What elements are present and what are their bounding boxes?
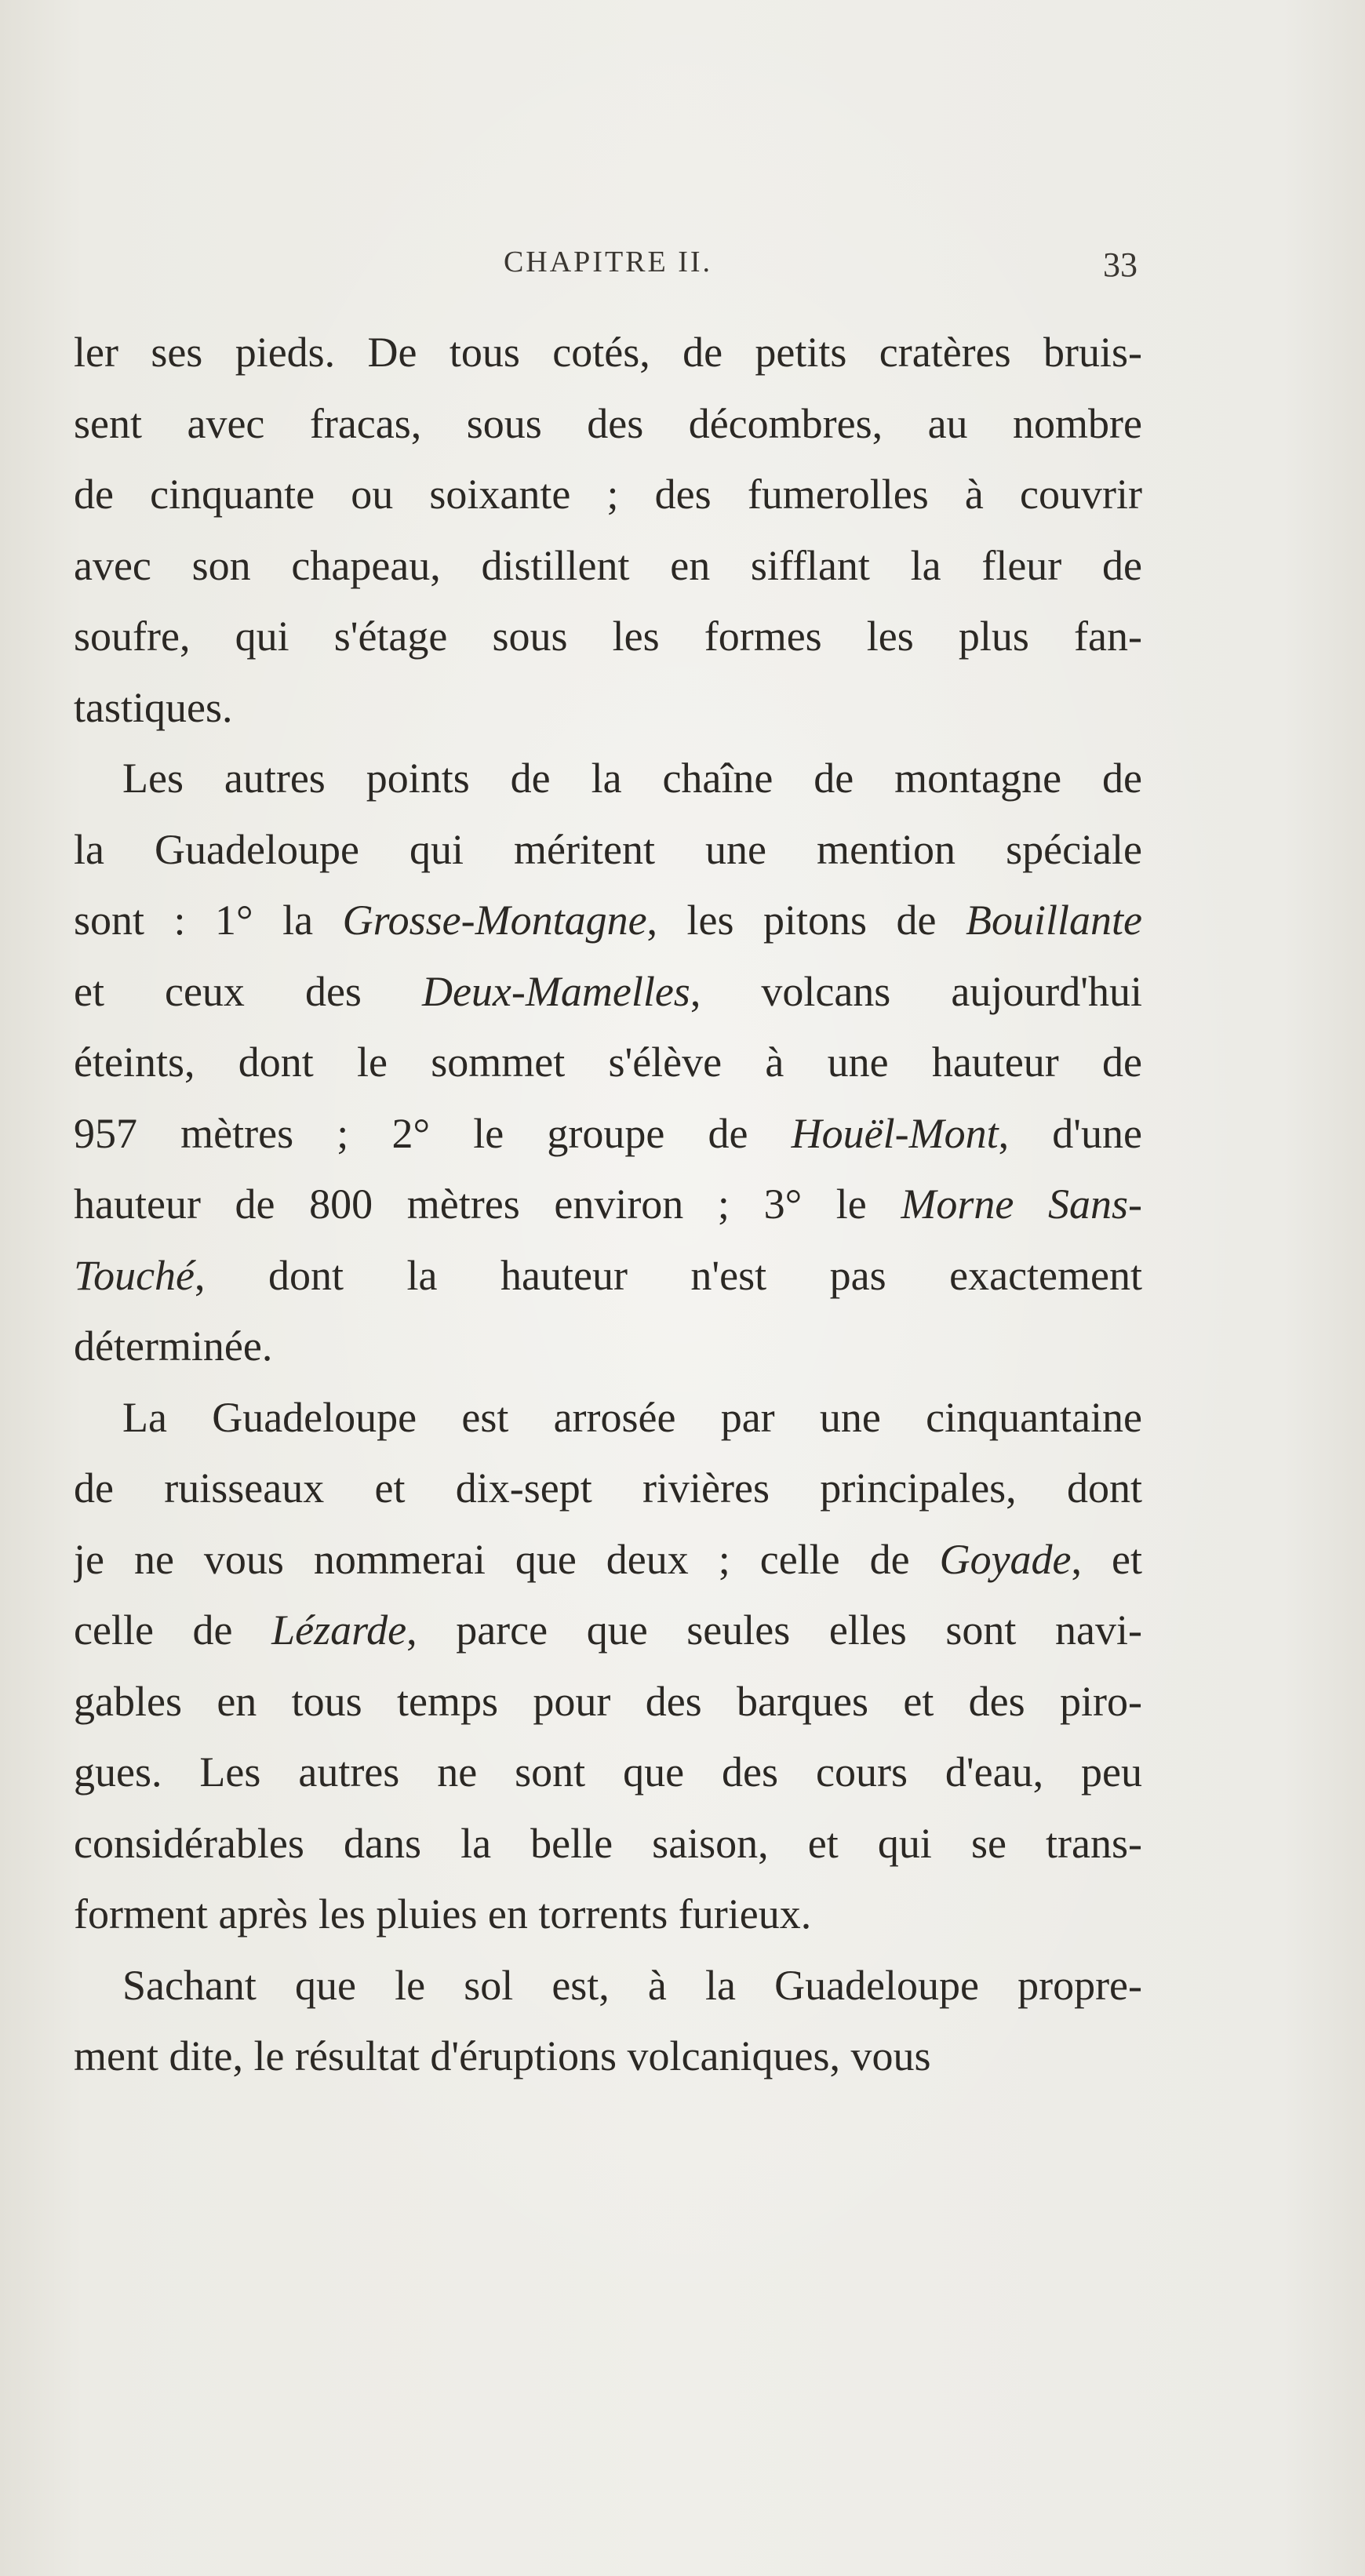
text-line xyxy=(74,1879,1142,1950)
text-segment: , volcans aujourd'hui xyxy=(690,967,1142,1015)
text-line xyxy=(74,1666,1142,1737)
text-segment: , et xyxy=(1071,1535,1142,1583)
running-head: CHAPITRE II. xyxy=(503,246,713,278)
italic-term: Morne Sans- xyxy=(901,1181,1142,1228)
text-line xyxy=(74,317,1142,388)
page-number: 33 xyxy=(1103,246,1138,284)
italic-term: Grosse-Montagne xyxy=(342,897,647,944)
text-line xyxy=(74,1382,1142,1454)
text-segment: de cinquante ou soixante ; des fumerolles à couvrir xyxy=(74,471,1142,518)
page-header xyxy=(74,245,1142,292)
text-line xyxy=(74,459,1142,530)
text-segment: sont : 1° la xyxy=(74,897,343,944)
text-line xyxy=(74,2021,1142,2092)
paragraph xyxy=(74,1950,1142,2092)
text-line xyxy=(74,388,1142,460)
text-segment: avec son chapeau, distillent en sifflant la fleur de xyxy=(74,541,1142,589)
text-line xyxy=(74,672,1142,744)
body-text xyxy=(74,317,1142,2092)
italic-term: Goyade xyxy=(939,1535,1072,1583)
text-line xyxy=(74,814,1142,886)
italic-term: Lézarde xyxy=(271,1606,407,1654)
italic-term: Bouillante xyxy=(966,897,1142,944)
text-line xyxy=(74,885,1142,956)
italic-term: Deux-Mamelles xyxy=(421,967,690,1015)
text-line xyxy=(74,601,1142,672)
text-line xyxy=(74,1595,1142,1666)
text-line xyxy=(74,1027,1142,1098)
text-segment: , dont la hauteur n'est pas exactement xyxy=(195,1251,1142,1299)
text-segment: hauteur de 800 mètres environ ; 3° le xyxy=(74,1181,901,1228)
paragraph xyxy=(74,1382,1142,1950)
text-segment: forment après les pluies en torrents furieux. xyxy=(74,1890,812,1937)
text-line xyxy=(74,743,1142,814)
text-line xyxy=(74,1098,1142,1170)
text-line xyxy=(74,530,1142,602)
text-segment: soufre, qui s'étage sous les formes les plus fan- xyxy=(74,613,1142,660)
text-segment: de ruisseaux et dix-sept rivières principales, dont xyxy=(74,1464,1142,1512)
text-line xyxy=(74,1808,1142,1879)
text-line xyxy=(74,1311,1142,1382)
text-segment: ler ses pieds. De tous cotés, de petits cratères bruis- xyxy=(74,329,1142,376)
text-segment: , les pitons de xyxy=(646,897,966,944)
text-segment: tastiques. xyxy=(74,683,233,731)
text-segment: je ne vous nommerai que deux ; celle de xyxy=(74,1535,940,1583)
text-segment: ment dite, le résultat d'éruptions volcaniques, vous xyxy=(74,2032,931,2079)
text-segment: éteints, dont le sommet s'élève à une hauteur de xyxy=(74,1039,1142,1086)
text-line xyxy=(74,1524,1142,1595)
text-segment: La Guadeloupe est arrosée par une cinquantaine xyxy=(122,1393,1142,1441)
italic-term: Touché xyxy=(74,1251,195,1299)
paragraph xyxy=(74,317,1142,743)
text-segment: la Guadeloupe qui méritent une mention spéciale xyxy=(74,825,1142,873)
text-segment: déterminée. xyxy=(74,1323,273,1370)
text-segment: celle de xyxy=(74,1606,272,1654)
paragraph xyxy=(74,743,1142,1382)
text-segment: considérables dans la belle saison, et qui se trans- xyxy=(74,1819,1142,1867)
text-line xyxy=(74,1950,1142,2021)
text-line xyxy=(74,956,1142,1028)
text-line xyxy=(74,1737,1142,1808)
text-segment: , parce que seules elles sont navi- xyxy=(406,1606,1142,1654)
text-segment: , d'une xyxy=(998,1109,1142,1157)
text-segment: gables en tous temps pour des barques et des piro- xyxy=(74,1677,1142,1725)
text-segment: gues. Les autres ne sont que des cours d'eau, peu xyxy=(74,1748,1142,1796)
text-line xyxy=(74,1240,1142,1312)
italic-term: Houël-Mont xyxy=(791,1109,999,1157)
text-line xyxy=(74,1169,1142,1240)
text-segment: 957 mètres ; 2° le groupe de xyxy=(74,1109,792,1157)
text-segment: Sachant que le sol est, à la Guadeloupe propre- xyxy=(122,1961,1142,2009)
text-segment: sent avec fracas, sous des décombres, au nombre xyxy=(74,399,1142,447)
text-segment: Les autres points de la chaîne de montagne de xyxy=(122,755,1142,802)
text-segment: et ceux des xyxy=(74,967,422,1015)
text-line xyxy=(74,1453,1142,1524)
